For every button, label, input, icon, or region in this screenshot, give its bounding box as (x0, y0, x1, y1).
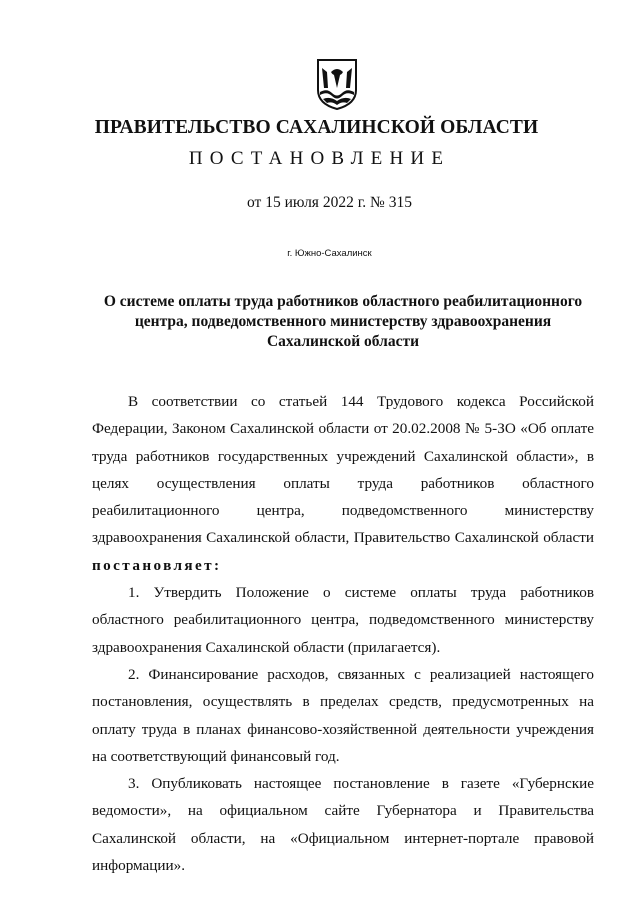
item-2-paragraph: 2. Финансирование расходов, связанных с реализацией настоящего постановления, осуществлять в пределах средств, предусмотренных на оплату труда в планах финансово-хозяйственной деятельности учреждения на соответствующий финансовый год. (92, 665, 594, 765)
document-title: О системе оплаты труда работников областного реабилитационного центра, подведомственного министерству здравоохранения Сахалинской области (103, 293, 583, 350)
sakhalin-coat-of-arms-icon (314, 58, 360, 110)
document-date-number: от 15 июля 2022 г. № 315 (247, 194, 412, 211)
item-3-paragraph: 3. Опубликовать настоящее постановление в газете «Губернские ведомости», на официальном сайте Губернатора и Правительства Сахалинской области, на «Официальном интернет-портале правовой информации». (92, 775, 594, 875)
organization-title: ПРАВИТЕЛЬСТВО САХАЛИНСКОЙ ОБЛАСТИ (94, 117, 539, 138)
preamble-paragraph (92, 388, 594, 579)
document-type: ПОСТАНОВЛЕНИЕ (188, 148, 451, 169)
item-1-paragraph: 1. Утвердить Положение о системе оплаты труда работников областного реабилитационного центра, подведомственного министерству здравоохранения Сахалинской области (прилагается). (92, 584, 594, 656)
resolves-word: постановляет: (92, 556, 222, 574)
document-city: г. Южно-Сахалинск (287, 248, 372, 259)
document-body (92, 388, 594, 879)
preamble-text: В соответствии со статьей 144 Трудового кодекса Российской Федерации, Законом Сахалинской области от 20.02.2008 № 5-ЗО «Об оплате труда работников государственных учреждений Сахалинской области», в целях осуществления оплаты труда работников областного реабилитационного центра, подведомственного министерству здравоохранения Сахалинской области, Правительство Сахалинской области (92, 393, 594, 547)
